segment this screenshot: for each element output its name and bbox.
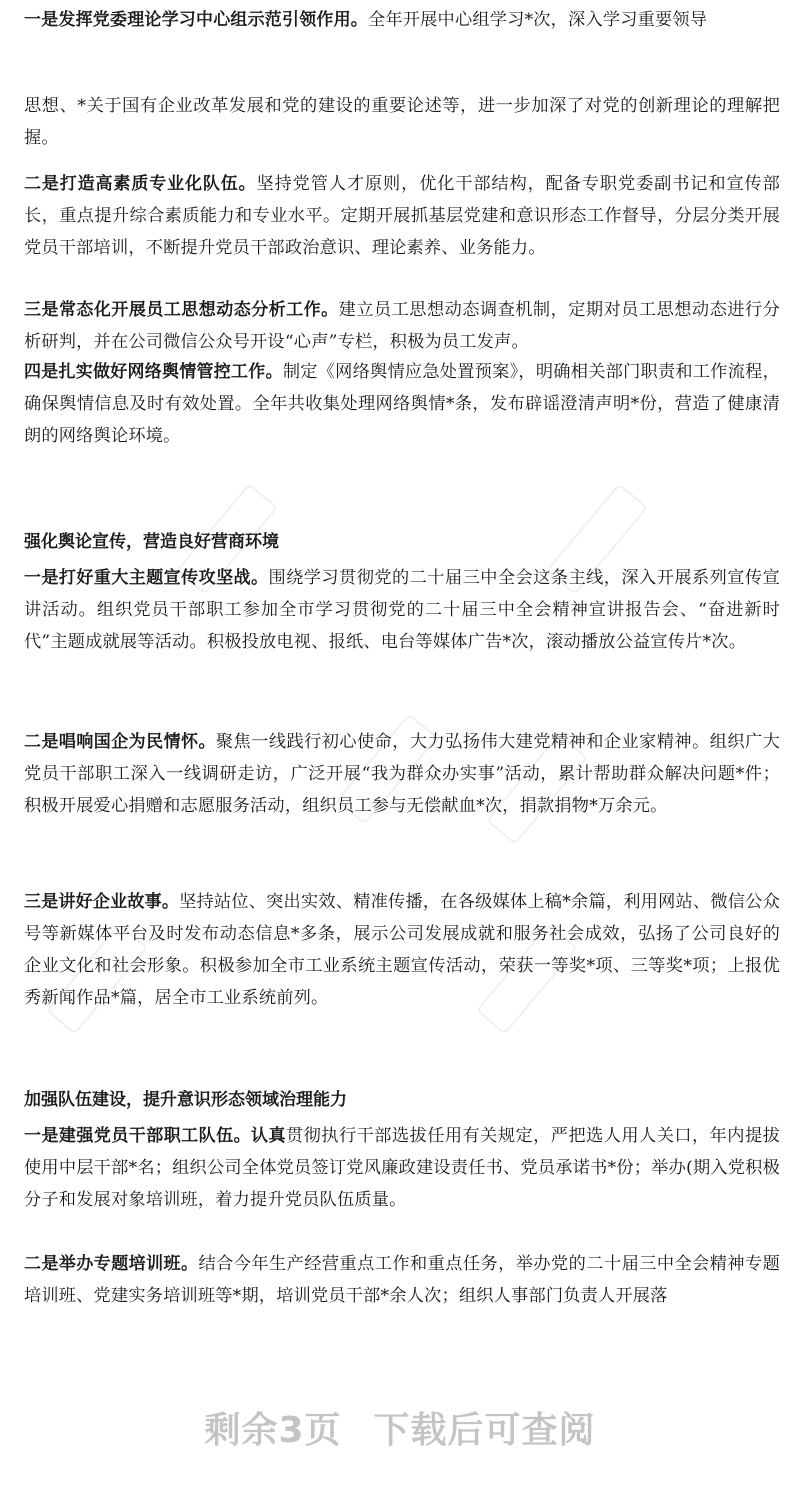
paragraph-text: 思想、*关于国有企业改革发展和党的建设的重要论述等，进一步加深了对党的创新理论的理解把握。 bbox=[24, 96, 780, 148]
paragraph-thought-analysis bbox=[24, 294, 780, 358]
download-prompt[interactable] bbox=[0, 1402, 800, 1453]
paragraph-text: 贯彻执行干部选拔任用有关规定，严把选人用人关口，年内提拔使用中层干部*名；组织公司全体党员签订党风廉政建设责任书、党员承诺书*份；举办(期入党积极分子和发展对象培训班，着力提升党员队伍质量。 bbox=[24, 1126, 780, 1210]
paragraph-public-opinion bbox=[24, 356, 780, 452]
paragraph-text: 坚持党管人才原则，优化干部结构，配备专职党委副书记和宣传部长，重点提升综合素质能力和专业水平。定期开展抓基层党建和意识形态工作督导，分层分类开展党员干部培训，不断提升党员干部政治意识、理论素养、业务能力。 bbox=[24, 174, 780, 258]
paragraph-team-building bbox=[24, 168, 780, 264]
paragraph-text: 全年开展中心组学习*次，深入学习重要领导 bbox=[368, 10, 708, 30]
section-heading-publicity: 强化舆论宣传，营造良好营商环境 bbox=[24, 532, 279, 552]
paragraph-people-feelings bbox=[24, 726, 780, 822]
paragraph-text: 聚焦一线践行初心使命，大力弘扬伟大建党精神和企业家精神。组织广大党员干部职工深入一线调研走访，广泛开展“我为群众办实事”活动，累计帮助群众解决问题*件；积极开展爱心捐赠和志愿服务活动，组织员工参与无偿献血*次，捐款捐物*万余元。 bbox=[24, 732, 780, 816]
paragraph-lead: 四是扎实做好网络舆情管控工作。 bbox=[24, 362, 283, 382]
paragraph-text: 制定《网络舆情应急处置预案》，明确相关部门职责和工作流程，确保舆情信息及时有效处置。全年共收集处理网络舆情*条，发布辟谣澄清声明*份，营造了健康清朗的网络舆论环境。 bbox=[24, 362, 781, 446]
paragraph-theory-study bbox=[24, 4, 780, 36]
paragraph-major-theme bbox=[24, 562, 780, 658]
download-to-view-label: 下载后可查阅 bbox=[373, 1410, 596, 1451]
paragraph-company-stories bbox=[24, 886, 780, 1014]
paragraph-lead: 三是讲好企业故事。 bbox=[24, 892, 180, 912]
paragraph-lead: 二是打造高素质专业化队伍。 bbox=[24, 174, 257, 194]
paragraph-lead: 二是唱响国企为民情怀。 bbox=[24, 732, 216, 752]
section-heading-team: 加强队伍建设，提升意识形态领域治理能力 bbox=[24, 1090, 347, 1110]
remaining-pages-label: 剩余3页 bbox=[204, 1410, 342, 1451]
paragraph-lead: 三是常态化开展员工思想动态分析工作。 bbox=[24, 300, 339, 320]
paragraph-lead: 一是建强党员干部职工队伍。认真 bbox=[24, 1126, 286, 1146]
paragraph-theory-study-cont bbox=[24, 90, 780, 154]
paragraph-cadre-team bbox=[24, 1120, 780, 1216]
paragraph-training bbox=[24, 1248, 780, 1312]
paragraph-lead: 二是举办专题培训班。 bbox=[24, 1254, 199, 1274]
paragraph-text: 坚持站位、突出实效、精准传播，在各级媒体上稿*余篇，利用网站、微信公众号等新媒体平台及时发布动态信息*多条，展示公司发展成就和服务社会成效，弘扬了公司良好的企业文化和社会形象。积极参加全市工业系统主题宣传活动，荣获一等奖*项、三等奖*项；上报优秀新闻作品*篇，居全市工业系统前列。 bbox=[24, 892, 780, 1008]
paragraph-text: 围绕学习贯彻党的二十届三中全会这条主线，深入开展系列宣传宣讲活动。组织党员干部职工参加全市学习贯彻党的二十届三中全会精神宣讲报告会、“奋进新时代”主题成就展等活动。积极投放电视、报纸、电台等媒体广告*次，滚动播放公益宣传片*次。 bbox=[24, 568, 780, 652]
paragraph-text: 建立员工思想动态调查机制，定期对员工思想动态进行分析研判，并在公司微信公众号开设“心声”专栏，积极为员工发声。 bbox=[24, 300, 780, 352]
paragraph-lead: 一是打好重大主题宣传攻坚战。 bbox=[24, 568, 269, 588]
paragraph-lead: 一是发挥党委理论学习中心组示范引领作用。 bbox=[24, 10, 368, 30]
paragraph-text: 结合今年生产经营重点工作和重点任务，举办党的二十届三中全会精神专题培训班、党建实务培训班等*期，培训党员干部*余人次；组织人事部门负责人开展落 bbox=[24, 1254, 781, 1306]
